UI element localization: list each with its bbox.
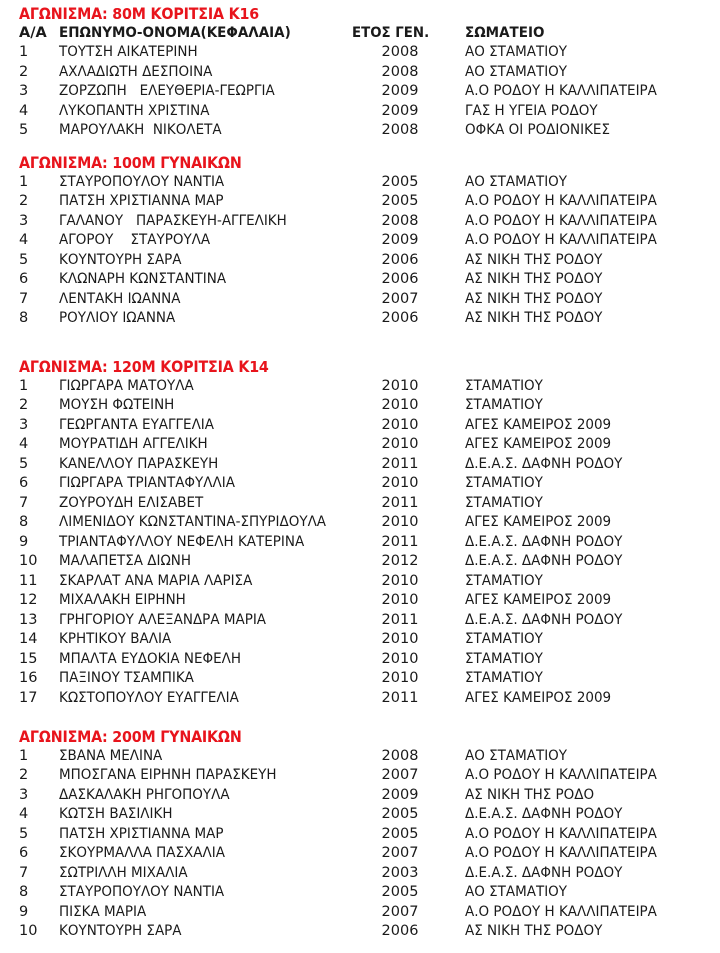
athlete-name: ΣΩΤΡΙΛΛΗ ΜΙΧΑΛΙΑ	[59, 864, 188, 881]
club-name: ΑΟ ΣΤΑΜΑΤΙΟΥ	[465, 884, 568, 900]
club-name: ΑΣ ΝΙΚΗ ΤΗΣ ΡΟΔΟΥ	[465, 251, 603, 268]
table-row	[0, 864, 720, 884]
row-number: 4	[19, 232, 29, 248]
row-number: 2	[19, 193, 29, 209]
club-name: ΣΤΑΜΑΤΙΟΥ	[465, 650, 543, 667]
table-row	[0, 825, 720, 845]
table-row	[0, 805, 720, 825]
table-row	[0, 82, 720, 102]
birth-year: 2008	[381, 122, 419, 138]
athlete-name: ΣΒΑΝΑ ΜΕΛΙΝΑ	[59, 747, 163, 764]
row-number: 4	[19, 436, 29, 452]
birth-year: 2005	[381, 193, 419, 209]
row-number: 5	[19, 455, 29, 472]
column-header-number: Α/Α	[19, 24, 47, 41]
birth-year: 2006	[381, 923, 419, 939]
table-row	[0, 494, 720, 514]
row-number: 5	[19, 825, 29, 842]
table-row	[0, 474, 720, 494]
table-row	[0, 435, 720, 455]
club-name: ΑΟ ΣΤΑΜΑΤΙΟΥ	[465, 747, 568, 764]
club-name: Δ.Ε.Α.Σ. ΔΑΦΝΗ ΡΟΔΟΥ	[465, 806, 623, 822]
table-row	[0, 290, 720, 310]
athlete-name: ΔΑΣΚΑΛΑΚΗ ΡΗΓΟΠΟΥΛΑ	[59, 786, 230, 803]
athlete-name: ΜΟΥΡΑΤΙΔΗ ΑΓΓΕΛΙΚΗ	[59, 436, 208, 452]
birth-year: 2008	[381, 63, 419, 80]
birth-year: 2011	[381, 455, 419, 472]
athlete-name: ΜΠΟΣΓΑΝΑ ΕΙΡΗΝΗ ΠΑΡΑΣΚΕΥΗ	[59, 767, 277, 783]
athlete-name: ΓΙΩΡΓΑΡΑ ΜΑΤΟΥΛΑ	[59, 377, 194, 394]
row-number: 7	[19, 864, 29, 881]
club-name: ΑΣ ΝΙΚΗ ΤΗΣ ΡΟΔΟΥ	[465, 310, 603, 326]
birth-year: 2007	[381, 290, 419, 307]
event-title: ΑΓΩΝΙΣΜΑ: 100Μ ΓΥΝΑΙΚΩΝ	[19, 154, 242, 172]
club-name: ΣΤΑΜΑΤΙΟΥ	[465, 631, 543, 647]
table-row	[0, 377, 720, 397]
row-number: 16	[19, 670, 38, 686]
table-row	[0, 192, 720, 212]
table-row	[0, 766, 720, 786]
club-name: Α.Ο ΡΟΔΟΥ Η ΚΑΛΛΙΠΑΤΕΙΡΑ	[465, 212, 657, 229]
column-header-club: ΣΩΜΑΤΕΙΟ	[465, 24, 545, 41]
birth-year: 2011	[381, 611, 419, 628]
birth-year: 2012	[381, 553, 419, 569]
birth-year: 2010	[381, 592, 419, 608]
birth-year: 2003	[381, 864, 419, 881]
table-row	[0, 630, 720, 650]
athlete-name: ΤΟΥΤΣΗ ΑΙΚΑΤΕΡΙΝΗ	[59, 44, 198, 60]
birth-year: 2008	[381, 44, 419, 60]
birth-year: 2010	[381, 650, 419, 667]
athlete-name: ΓΡΗΓΟΡΙΟΥ ΑΛΕΞΑΝΔΡΑ ΜΑΡΙΑ	[59, 611, 267, 628]
row-number: 12	[19, 592, 38, 608]
athlete-name: ΣΤΑΥΡΟΠΟΥΛΟΥ ΝΑΝΤΙΑ	[59, 173, 225, 190]
table-row	[0, 669, 720, 689]
birth-year: 2011	[381, 689, 419, 706]
club-name: ΑΟ ΣΤΑΜΑΤΙΟΥ	[465, 173, 568, 190]
athlete-name: ΡΟΥΛΙΟΥ ΙΩΑΝΝΑ	[59, 310, 176, 326]
club-name: Α.Ο ΡΟΔΟΥ Η ΚΑΛΛΙΠΑΤΕΙΡΑ	[465, 903, 657, 920]
row-number: 6	[19, 845, 29, 861]
athlete-name: ΛΙΜΕΝΙΔΟΥ ΚΩΝΣΤΑΝΤΙΝΑ-ΣΠΥΡΙΔΟΥΛΑ	[59, 514, 327, 530]
row-number: 11	[19, 572, 38, 589]
athlete-name: ΚΡΗΤΙΚΟΥ ΒΑΛΙΑ	[59, 631, 172, 647]
birth-year: 2011	[381, 494, 419, 511]
birth-year: 2010	[381, 436, 419, 452]
club-name: ΣΤΑΜΑΤΙΟΥ	[465, 572, 543, 589]
table-row	[0, 43, 720, 63]
table-row	[0, 270, 720, 290]
club-name: Α.Ο ΡΟΔΟΥ Η ΚΑΛΛΙΠΑΤΕΙΡΑ	[465, 845, 657, 861]
row-number: 2	[19, 767, 29, 783]
row-number: 14	[19, 631, 38, 647]
table-row	[0, 121, 720, 141]
athlete-name: ΤΡΙΑΝΤΑΦΥΛΛΟΥ ΝΕΦΕΛΗ ΚΑΤΕΡΙΝΑ	[59, 533, 305, 550]
club-name: Α.Ο ΡΟΔΟΥ Η ΚΑΛΛΙΠΑΤΕΙΡΑ	[465, 193, 657, 209]
table-row	[0, 513, 720, 533]
row-number: 1	[19, 377, 29, 394]
athlete-name: ΚΟΥΝΤΟΥΡΗ ΣΑΡΑ	[59, 923, 182, 939]
athlete-name: ΜΑΛΑΠΕΤΣΑ ΔΙΩΝΗ	[59, 553, 191, 569]
athlete-name: ΚΟΥΝΤΟΥΡΗ ΣΑΡΑ	[59, 251, 182, 268]
club-name: ΑΓΕΣ ΚΑΜΕΙΡΟΣ 2009	[465, 514, 612, 530]
row-number: 1	[19, 44, 29, 60]
birth-year: 2011	[381, 533, 419, 550]
athlete-name: ΣΚΑΡΛΑΤ ΑΝΑ ΜΑΡΙΑ ΛΑΡΙΣΑ	[59, 572, 253, 589]
birth-year: 2010	[381, 514, 419, 530]
athlete-name: ΠΑΞΙΝΟΥ ΤΣΑΜΠΙΚΑ	[59, 670, 194, 686]
birth-year: 2010	[381, 572, 419, 589]
row-number: 7	[19, 290, 29, 307]
table-row	[0, 212, 720, 232]
birth-year: 2010	[381, 670, 419, 686]
athlete-name: ΓΕΩΡΓΑΝΤΑ ΕΥΑΓΓΕΛΙΑ	[59, 416, 215, 433]
birth-year: 2010	[381, 475, 419, 491]
table-row	[0, 611, 720, 631]
club-name: ΑΟ ΣΤΑΜΑΤΙΟΥ	[465, 44, 568, 60]
row-number: 17	[19, 689, 38, 706]
club-name: ΣΤΑΜΑΤΙΟΥ	[465, 397, 543, 413]
table-row	[0, 173, 720, 193]
athlete-name: ΛΕΝΤΑΚΗ ΙΩΑΝΝΑ	[59, 290, 181, 307]
club-name: Δ.Ε.Α.Σ. ΔΑΦΝΗ ΡΟΔΟΥ	[465, 533, 623, 550]
club-name: Α.Ο ΡΟΔΟΥ Η ΚΑΛΛΙΠΑΤΕΙΡΑ	[465, 767, 657, 783]
birth-year: 2006	[381, 251, 419, 268]
birth-year: 2008	[381, 747, 419, 764]
club-name: Δ.Ε.Α.Σ. ΔΑΦΝΗ ΡΟΔΟΥ	[465, 553, 623, 569]
athlete-name: ΑΧΛΑΔΙΩΤΗ ΔΕΣΠΟΙΝΑ	[59, 63, 213, 80]
table-row	[0, 231, 720, 251]
table-row	[0, 251, 720, 271]
athlete-name: ΜΑΡΟΥΛΑΚΗ ΝΙΚΟΛΕΤΑ	[59, 122, 222, 138]
athlete-name: ΜΟΥΣΗ ΦΩΤΕΙΝΗ	[59, 397, 175, 413]
club-name: ΑΓΕΣ ΚΑΜΕΙΡΟΣ 2009	[465, 436, 612, 452]
table-row	[0, 533, 720, 553]
row-number: 4	[19, 102, 29, 119]
birth-year: 2009	[381, 232, 419, 248]
birth-year: 2010	[381, 416, 419, 433]
row-number: 2	[19, 63, 29, 80]
birth-year: 2010	[381, 377, 419, 394]
athlete-name: ΜΙΧΑΛΑΚΗ ΕΙΡΗΝΗ	[59, 592, 186, 608]
table-row	[0, 903, 720, 923]
club-name: Α.Ο ΡΟΔΟΥ Η ΚΑΛΛΙΠΑΤΕΙΡΑ	[465, 825, 657, 842]
birth-year: 2005	[381, 884, 419, 900]
athlete-name: ΚΛΩΝΑΡΗ ΚΩΝΣΤΑΝΤΙΝΑ	[59, 271, 227, 287]
club-name: ΑΓΕΣ ΚΑΜΕΙΡΟΣ 2009	[465, 689, 612, 706]
birth-year: 2009	[381, 83, 419, 99]
table-row	[0, 63, 720, 83]
row-number: 5	[19, 122, 29, 138]
table-row	[0, 102, 720, 122]
club-name: Δ.Ε.Α.Σ. ΔΑΦΝΗ ΡΟΔΟΥ	[465, 611, 623, 628]
row-number: 13	[19, 611, 38, 628]
birth-year: 2005	[381, 825, 419, 842]
table-row	[0, 591, 720, 611]
athlete-name: ΣΚΟΥΡΜΑΛΛΑ ΠΑΣΧΑΛΙΑ	[59, 845, 225, 861]
row-number: 9	[19, 533, 29, 550]
birth-year: 2010	[381, 631, 419, 647]
birth-year: 2007	[381, 845, 419, 861]
row-number: 7	[19, 494, 29, 511]
event-title: ΑΓΩΝΙΣΜΑ: 120Μ ΚΟΡΙΤΣΙΑ Κ14	[19, 358, 269, 376]
birth-year: 2010	[381, 397, 419, 413]
table-row	[0, 572, 720, 592]
table-row	[0, 844, 720, 864]
athlete-name: ΓΑΛΑΝΟΥ ΠΑΡΑΣΚΕΥΗ-ΑΓΓΕΛΙΚΗ	[59, 212, 287, 229]
athlete-name: ΖΟΡΖΩΠΗ ΕΛΕΥΘΕΡΙΑ-ΓΕΩΡΓΙΑ	[59, 83, 275, 99]
club-name: ΑΓΕΣ ΚΑΜΕΙΡΟΣ 2009	[465, 592, 612, 608]
club-name: ΣΤΑΜΑΤΙΟΥ	[465, 475, 543, 491]
athlete-name: ΚΑΝΕΛΛΟΥ ΠΑΡΑΣΚΕΥΗ	[59, 455, 219, 472]
birth-year: 2008	[381, 212, 419, 229]
table-row	[0, 455, 720, 475]
club-name: Α.Ο ΡΟΔΟΥ Η ΚΑΛΛΙΠΑΤΕΙΡΑ	[465, 83, 657, 99]
column-header-row	[0, 24, 720, 44]
row-number: 8	[19, 310, 29, 326]
club-name: ΑΣ ΝΙΚΗ ΤΗΣ ΡΟΔΟ	[465, 786, 595, 803]
column-header-year: ΕΤΟΣ ΓΕΝ.	[352, 24, 430, 41]
club-name: Δ.Ε.Α.Σ. ΔΑΦΝΗ ΡΟΔΟΥ	[465, 864, 623, 881]
club-name: Δ.Ε.Α.Σ. ΔΑΦΝΗ ΡΟΔΟΥ	[465, 455, 623, 472]
row-number: 6	[19, 475, 29, 491]
athlete-name: ΠΙΣΚΑ ΜΑΡΙΑ	[59, 903, 147, 920]
birth-year: 2009	[381, 102, 419, 119]
row-number: 15	[19, 650, 38, 667]
birth-year: 2005	[381, 806, 419, 822]
club-name: ΟΦΚΑ ΟΙ ΡΟΔΙΟΝΙΚΕΣ	[465, 122, 610, 138]
event-title: ΑΓΩΝΙΣΜΑ: 200Μ ΓΥΝΑΙΚΩΝ	[19, 728, 242, 746]
row-number: 9	[19, 903, 29, 920]
birth-year: 2007	[381, 903, 419, 920]
table-row	[0, 416, 720, 436]
birth-year: 2005	[381, 173, 419, 190]
club-name: ΑΣ ΝΙΚΗ ΤΗΣ ΡΟΔΟΥ	[465, 290, 603, 307]
club-name: ΣΤΑΜΑΤΙΟΥ	[465, 377, 543, 394]
club-name: Α.Ο ΡΟΔΟΥ Η ΚΑΛΛΙΠΑΤΕΙΡΑ	[465, 232, 657, 248]
row-number: 3	[19, 83, 29, 99]
birth-year: 2009	[381, 786, 419, 803]
birth-year: 2006	[381, 271, 419, 287]
club-name: ΓΑΣ Η ΥΓΕΙΑ ΡΟΔΟΥ	[465, 102, 598, 119]
athlete-name: ΛΥΚΟΠΑΝΤΗ ΧΡΙΣΤΙΝΑ	[59, 102, 210, 119]
row-number: 3	[19, 786, 29, 803]
club-name: ΑΟ ΣΤΑΜΑΤΙΟΥ	[465, 63, 568, 80]
event-title: ΑΓΩΝΙΣΜΑ: 80Μ ΚΟΡΙΤΣΙΑ Κ16	[19, 5, 259, 23]
row-number: 1	[19, 173, 29, 190]
row-number: 4	[19, 806, 29, 822]
row-number: 3	[19, 212, 29, 229]
row-number: 3	[19, 416, 29, 433]
table-row	[0, 689, 720, 709]
athlete-name: ΚΩΤΣΗ ΒΑΣΙΛΙΚΗ	[59, 806, 173, 822]
club-name: ΑΓΕΣ ΚΑΜΕΙΡΟΣ 2009	[465, 416, 612, 433]
table-row	[0, 650, 720, 670]
club-name: ΑΣ ΝΙΚΗ ΤΗΣ ΡΟΔΟΥ	[465, 923, 603, 939]
table-row	[0, 786, 720, 806]
club-name: ΣΤΑΜΑΤΙΟΥ	[465, 494, 543, 511]
row-number: 2	[19, 397, 29, 413]
row-number: 6	[19, 271, 29, 287]
athlete-name: ΜΠΑΛΤΑ ΕΥΔΟΚΙΑ ΝΕΦΕΛΗ	[59, 650, 242, 667]
table-row	[0, 309, 720, 329]
table-row	[0, 922, 720, 942]
athlete-name: ΚΩΣΤΟΠΟΥΛΟΥ ΕΥΑΓΓΕΛΙΑ	[59, 689, 239, 706]
table-row	[0, 883, 720, 903]
athlete-name: ΑΓΟΡΟΥ ΣΤΑΥΡΟΥΛΑ	[59, 232, 211, 248]
row-number: 8	[19, 514, 29, 530]
row-number: 10	[19, 553, 38, 569]
column-header-name: ΕΠΩΝΥΜΟ-ΟΝΟΜΑ(ΚΕΦΑΛΑΙΑ)	[59, 24, 291, 41]
athlete-name: ΠΑΤΣΗ ΧΡΙΣΤΙΑΝΝΑ ΜΑΡ	[59, 825, 224, 842]
birth-year: 2006	[381, 310, 419, 326]
table-row	[0, 747, 720, 767]
table-row	[0, 552, 720, 572]
table-row	[0, 396, 720, 416]
row-number: 10	[19, 923, 38, 939]
athlete-name: ΓΙΩΡΓΑΡΑ ΤΡΙΑΝΤΑΦΥΛΛΙΑ	[59, 475, 235, 491]
athlete-name: ΣΤΑΥΡΟΠΟΥΛΟΥ ΝΑΝΤΙΑ	[59, 884, 225, 900]
club-name: ΑΣ ΝΙΚΗ ΤΗΣ ΡΟΔΟΥ	[465, 271, 603, 287]
row-number: 8	[19, 884, 29, 900]
birth-year: 2007	[381, 767, 419, 783]
row-number: 1	[19, 747, 29, 764]
athlete-name: ΖΟΥΡΟΥΔΗ ΕΛΙΣΑΒΕΤ	[59, 494, 204, 511]
club-name: ΣΤΑΜΑΤΙΟΥ	[465, 670, 543, 686]
row-number: 5	[19, 251, 29, 268]
athlete-name: ΠΑΤΣΗ ΧΡΙΣΤΙΑΝΝΑ ΜΑΡ	[59, 193, 224, 209]
